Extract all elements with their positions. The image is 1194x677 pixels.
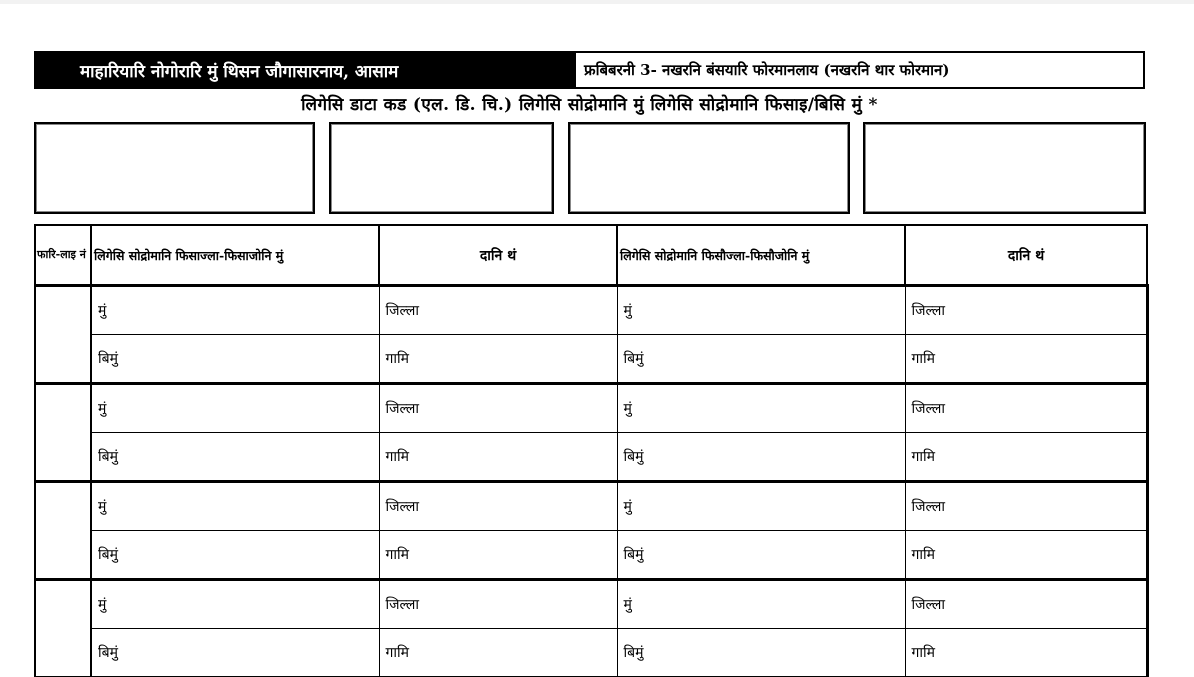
- form-authority-title: [34, 51, 574, 89]
- name-cell[interactable]: मुं: [617, 580, 905, 629]
- table-row: [35, 384, 1147, 433]
- name-cell[interactable]: मुं: [91, 286, 379, 335]
- table-row: [35, 482, 1147, 531]
- name-cell[interactable]: मुं: [617, 482, 905, 531]
- serial-number-cell[interactable]: [35, 482, 91, 580]
- place-header-1: दानि थं: [379, 225, 617, 286]
- serial-number-cell[interactable]: [35, 580, 91, 677]
- father-name-cell[interactable]: बिमुं: [91, 629, 379, 677]
- legacy-data-code-heading: [34, 92, 1145, 115]
- father-name-cell[interactable]: बिमुं: [617, 433, 905, 482]
- father-name-cell[interactable]: बिमुं: [617, 629, 905, 677]
- table-row: [35, 433, 1147, 482]
- grandparent-name-header: लिगेसि सोद्रोमानि फिसौज्ला-फिसौजोनि मुं: [617, 225, 905, 286]
- district-cell[interactable]: जिल्ला: [905, 384, 1147, 433]
- name-cell[interactable]: मुं: [91, 384, 379, 433]
- table-header-row: [35, 225, 1147, 286]
- name-cell[interactable]: मुं: [617, 384, 905, 433]
- serial-number-cell[interactable]: [35, 384, 91, 482]
- village-cell[interactable]: गामि: [905, 433, 1147, 482]
- district-cell[interactable]: जिल्ला: [379, 580, 617, 629]
- father-name-cell[interactable]: बिमुं: [91, 433, 379, 482]
- father-mother-name-header: लिगेसि सोद्रोमानि फिसाज्ला-फिसाजोनि मुं: [91, 225, 379, 286]
- form-schedule-title: [574, 51, 1145, 89]
- district-cell[interactable]: जिल्ला: [379, 286, 617, 335]
- table-row: [35, 580, 1147, 629]
- table-row: [35, 335, 1147, 384]
- top-strip: [0, 0, 1194, 4]
- father-name-cell[interactable]: बिमुं: [91, 335, 379, 384]
- village-cell[interactable]: गामि: [905, 335, 1147, 384]
- father-name-cell[interactable]: बिमुं: [91, 531, 379, 580]
- father-name-cell[interactable]: बिमुं: [617, 531, 905, 580]
- schedule-title-text: फ्रबिबरनी 3- नखरनि बंसयारि फोरमानलाय (नखरनि थार फोरमान): [584, 61, 950, 79]
- village-cell[interactable]: गामि: [905, 629, 1147, 677]
- father-name-cell[interactable]: बिमुं: [617, 335, 905, 384]
- name-cell[interactable]: मुं: [91, 482, 379, 531]
- place-header-2: दानि थं: [905, 225, 1147, 286]
- district-cell[interactable]: जिल्ला: [905, 482, 1147, 531]
- district-cell[interactable]: जिल्ला: [379, 384, 617, 433]
- table-row: [35, 286, 1147, 335]
- legacy-persons-table: [34, 224, 1149, 677]
- village-cell[interactable]: गामि: [905, 531, 1147, 580]
- legacy-code-input-box-1[interactable]: [34, 122, 315, 214]
- district-cell[interactable]: जिल्ला: [379, 482, 617, 531]
- serial-number-cell[interactable]: [35, 286, 91, 384]
- village-cell[interactable]: गामि: [379, 531, 617, 580]
- village-cell[interactable]: गामि: [379, 433, 617, 482]
- district-cell[interactable]: जिल्ला: [905, 286, 1147, 335]
- district-cell[interactable]: जिल्ला: [905, 580, 1147, 629]
- serial-number-header: फारि-लाइ नं: [35, 225, 91, 286]
- name-cell[interactable]: मुं: [617, 286, 905, 335]
- name-cell[interactable]: मुं: [91, 580, 379, 629]
- table-row: [35, 531, 1147, 580]
- village-cell[interactable]: गामि: [379, 629, 617, 677]
- legacy-code-input-box-3[interactable]: [568, 122, 850, 214]
- table-row: [35, 629, 1147, 677]
- village-cell[interactable]: गामि: [379, 335, 617, 384]
- legacy-data-code-heading-text: लिगेसि डाटा कड (एल. डि. चि.) लिगेसि सोद्रोमानि मुं लिगेसि सोद्रोमानि फिसाइ/बिसि मुं *: [301, 95, 878, 115]
- legacy-code-input-box-4[interactable]: [863, 122, 1146, 214]
- legacy-code-input-box-2[interactable]: [329, 122, 554, 214]
- authority-title-text: माहारियारि नोगोरारि मुं थिसन जौगासारनाय, आसाम: [80, 61, 399, 82]
